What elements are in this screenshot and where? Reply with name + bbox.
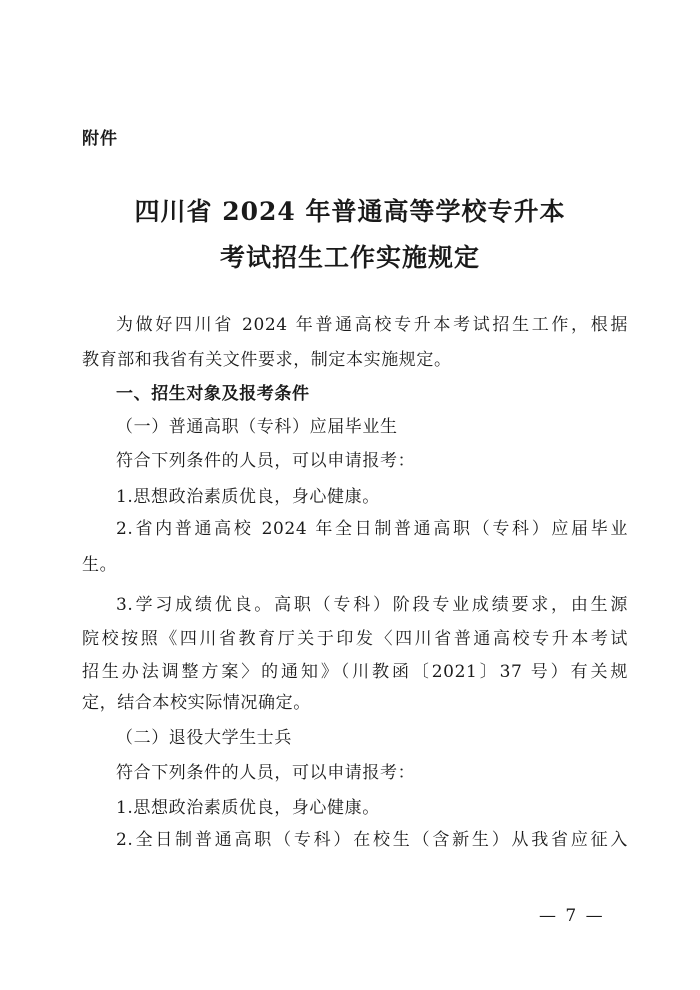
paragraph-conditions-intro: 符合下列条件的人员，可以申请报考： (116, 451, 416, 471)
subsection-heading-1: （一）普通高职（专科）应届毕业生 (116, 417, 398, 437)
section-heading-1: 一、招生对象及报考条件 (116, 384, 310, 404)
paragraph-conditions-intro-2: 符合下列条件的人员，可以申请报考： (116, 763, 416, 783)
condition-1: 1.思想政治素质优良，身心健康。 (116, 487, 380, 507)
condition-3-line-3: 招生办法调整方案〉的通知》（川教函〔2021〕37 号）有关规 (82, 662, 628, 682)
condition-1-veterans: 1.思想政治素质优良，身心健康。 (116, 798, 380, 818)
document-title-line-2: 考试招生工作实施规定 (219, 243, 480, 272)
document-title-line-1: 四川省 2024 年普通高等学校专升本 (134, 197, 566, 226)
paragraph-intro-line-2: 教育部和我省有关文件要求，制定本实施规定。 (82, 350, 452, 370)
subsection-heading-2: （二）退役大学生士兵 (116, 728, 292, 748)
condition-2-line-2: 生。 (82, 555, 118, 575)
condition-3-line-2: 院校按照《四川省教育厅关于印发〈四川省普通高校专升本考试 (82, 629, 628, 649)
condition-2-veterans-line-1: 2.全日制普通高职（专科）在校生（含新生）从我省应征入 (116, 830, 628, 850)
condition-3-line-1: 3.学习成绩优良。高职（专科）阶段专业成绩要求，由生源 (116, 595, 628, 615)
condition-3-line-4: 定，结合本校实际情况确定。 (82, 693, 311, 713)
page-number: — 7 — (539, 906, 605, 926)
paragraph-intro-line-1: 为做好四川省 2024 年普通高校专升本考试招生工作，根据 (116, 315, 628, 335)
attachment-label: 附件 (82, 129, 118, 149)
condition-2-line-1: 2.省内普通高校 2024 年全日制普通高职（专科）应届毕业 (116, 519, 628, 539)
